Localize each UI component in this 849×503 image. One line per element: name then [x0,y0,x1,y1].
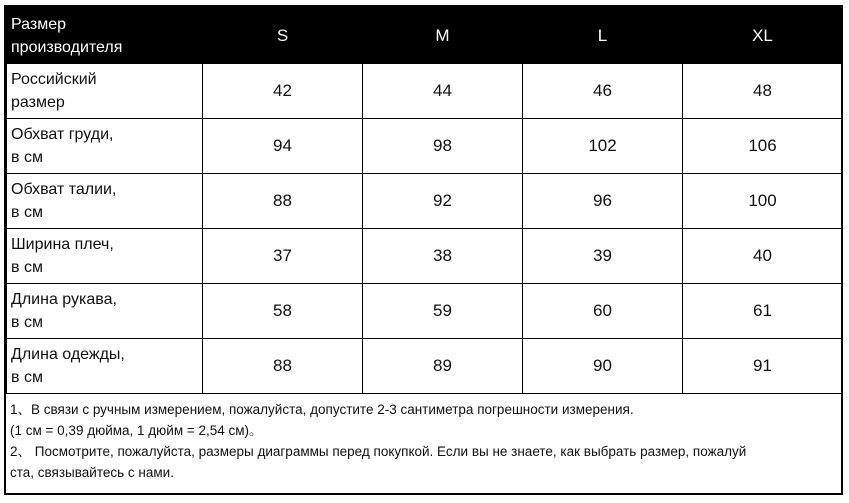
table-cell: 37 [203,229,363,284]
row-label-line2: в см [11,369,43,386]
table-row [7,229,843,284]
table-row [7,284,843,339]
header-size-s: S [203,8,363,64]
table-row [7,174,843,229]
row-label [7,339,203,394]
header-size-l: L [523,8,683,64]
table-cell: 89 [363,339,523,394]
note-line: 2、 Посмотрите, пожалуйста, размеры диаграммы перед покупкой. Если вы не знаете, как выбрать размер, пожалуй [10,444,747,459]
table-row [7,339,843,394]
table-cell: 60 [523,284,683,339]
row-label-line2: в см [11,149,43,166]
row-label-line1: Российский [11,71,97,88]
row-label [7,64,203,119]
size-table [6,7,843,394]
row-label-line1: Обхват талии, [11,181,117,198]
row-label-line2: в см [11,259,43,276]
table-cell: 48 [683,64,843,119]
row-label-line1: Длина рукава, [11,291,117,308]
header-label-line1: Размер [11,15,66,33]
header-size-xl: XL [683,8,843,64]
notes [6,394,841,483]
table-cell: 90 [523,339,683,394]
table-cell: 58 [203,284,363,339]
table-cell: 91 [683,339,843,394]
table-cell: 92 [363,174,523,229]
table-cell: 100 [683,174,843,229]
table-cell: 44 [363,64,523,119]
size-chart [4,5,843,495]
note-line: ста, связывайтесь с нами. [10,465,174,480]
table-cell: 96 [523,174,683,229]
table-cell: 102 [523,119,683,174]
note-line: (1 см = 0,39 дюйма, 1 дюйм = 2,54 см)。 [10,423,263,438]
note-line: 1、В связи с ручным измерением, пожалуйста, допустите 2-3 сантиметра погрешности измерения. [10,402,634,417]
header-row [7,8,843,64]
header-size-m: M [363,8,523,64]
row-label-line2: размер [11,94,65,111]
table-cell: 46 [523,64,683,119]
table-cell: 39 [523,229,683,284]
table-cell: 61 [683,284,843,339]
header-label [7,8,203,64]
row-label [7,229,203,284]
row-label-line1: Обхват груди, [11,126,114,143]
table-cell: 38 [363,229,523,284]
table-cell: 40 [683,229,843,284]
table-cell: 59 [363,284,523,339]
table-cell: 88 [203,339,363,394]
table-cell: 98 [363,119,523,174]
table-cell: 42 [203,64,363,119]
row-label-line2: в см [11,204,43,221]
table-row [7,64,843,119]
row-label-line1: Длина одежды, [11,346,125,363]
table-cell: 88 [203,174,363,229]
table-cell: 94 [203,119,363,174]
table-cell: 106 [683,119,843,174]
row-label [7,119,203,174]
row-label-line2: в см [11,314,43,331]
header-label-line2: производителя [11,38,123,56]
row-label [7,284,203,339]
row-label [7,174,203,229]
table-row [7,119,843,174]
row-label-line1: Ширина плеч, [11,236,114,253]
